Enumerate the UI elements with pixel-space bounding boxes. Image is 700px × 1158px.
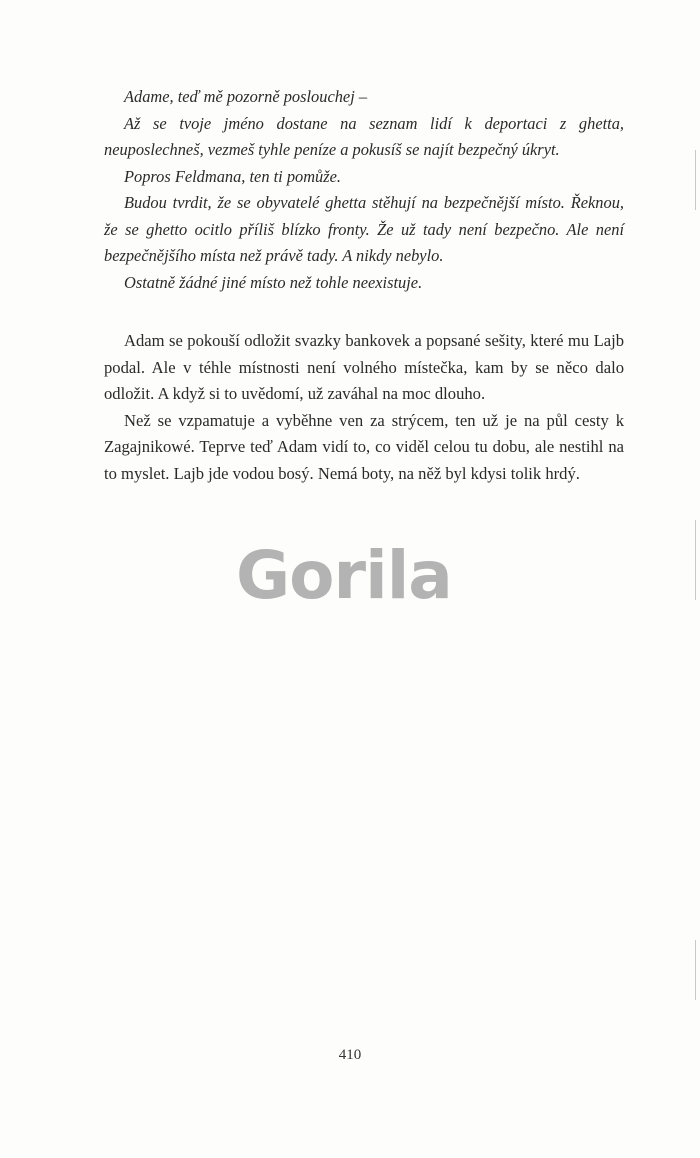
narrative-passage <box>104 328 624 487</box>
page-number: 410 <box>338 1047 362 1063</box>
italic-paragraph: Budou tvrdit, že se obyvatelé ghetta stěhují na bezpečnější místo. Řeknou, že se ghetto ocitlo příliš blízko fronty. Že už tady není bezpečno. Ale není bezpečnějšího místa než právě tady. A nikdy nebylo. <box>104 193 624 265</box>
text-block <box>104 84 624 487</box>
italic-paragraph: Ostatně žádné jiné místo než tohle neexistuje. <box>124 272 423 292</box>
gorila-watermark: Gorila <box>236 537 452 614</box>
body-paragraph: Než se vzpamatuje a vyběhne ven za strýcem, ten už je na půl cesty k Zagajnikowé. Teprve teď Adam vidí to, co viděl celou tu dobu, ale nestihl na to myslet. Lajb jde vodou bosý. Nemá boty, na něž byl kdysi tolik hrdý. <box>104 410 624 483</box>
body-paragraph: Adam se pokouší odložit svazky bankovek a popsané sešity, které mu Lajb podal. Ale v téhle místnosti není volného místečka, kam by se něco dalo odložit. A když si to uvědomí, už zaváhal na moc dlouho. <box>104 331 624 403</box>
italic-paragraph: Popros Feldmana, ten ti pomůže. <box>124 166 341 186</box>
italic-paragraph: Adame, teď mě pozorně poslouchej – <box>124 87 368 106</box>
page-edge-shadow <box>695 150 696 210</box>
italic-paragraph: Až se tvoje jméno dostane na seznam lidí k deportaci z ghetta, neuposlechneš, vezmeš tyhle peníze a pokusíš se najít bezpečný úkryt. <box>104 113 624 159</box>
italic-letter-passage <box>104 84 624 296</box>
page-edge-shadow <box>695 520 696 600</box>
page-edge-shadow <box>695 940 696 1000</box>
